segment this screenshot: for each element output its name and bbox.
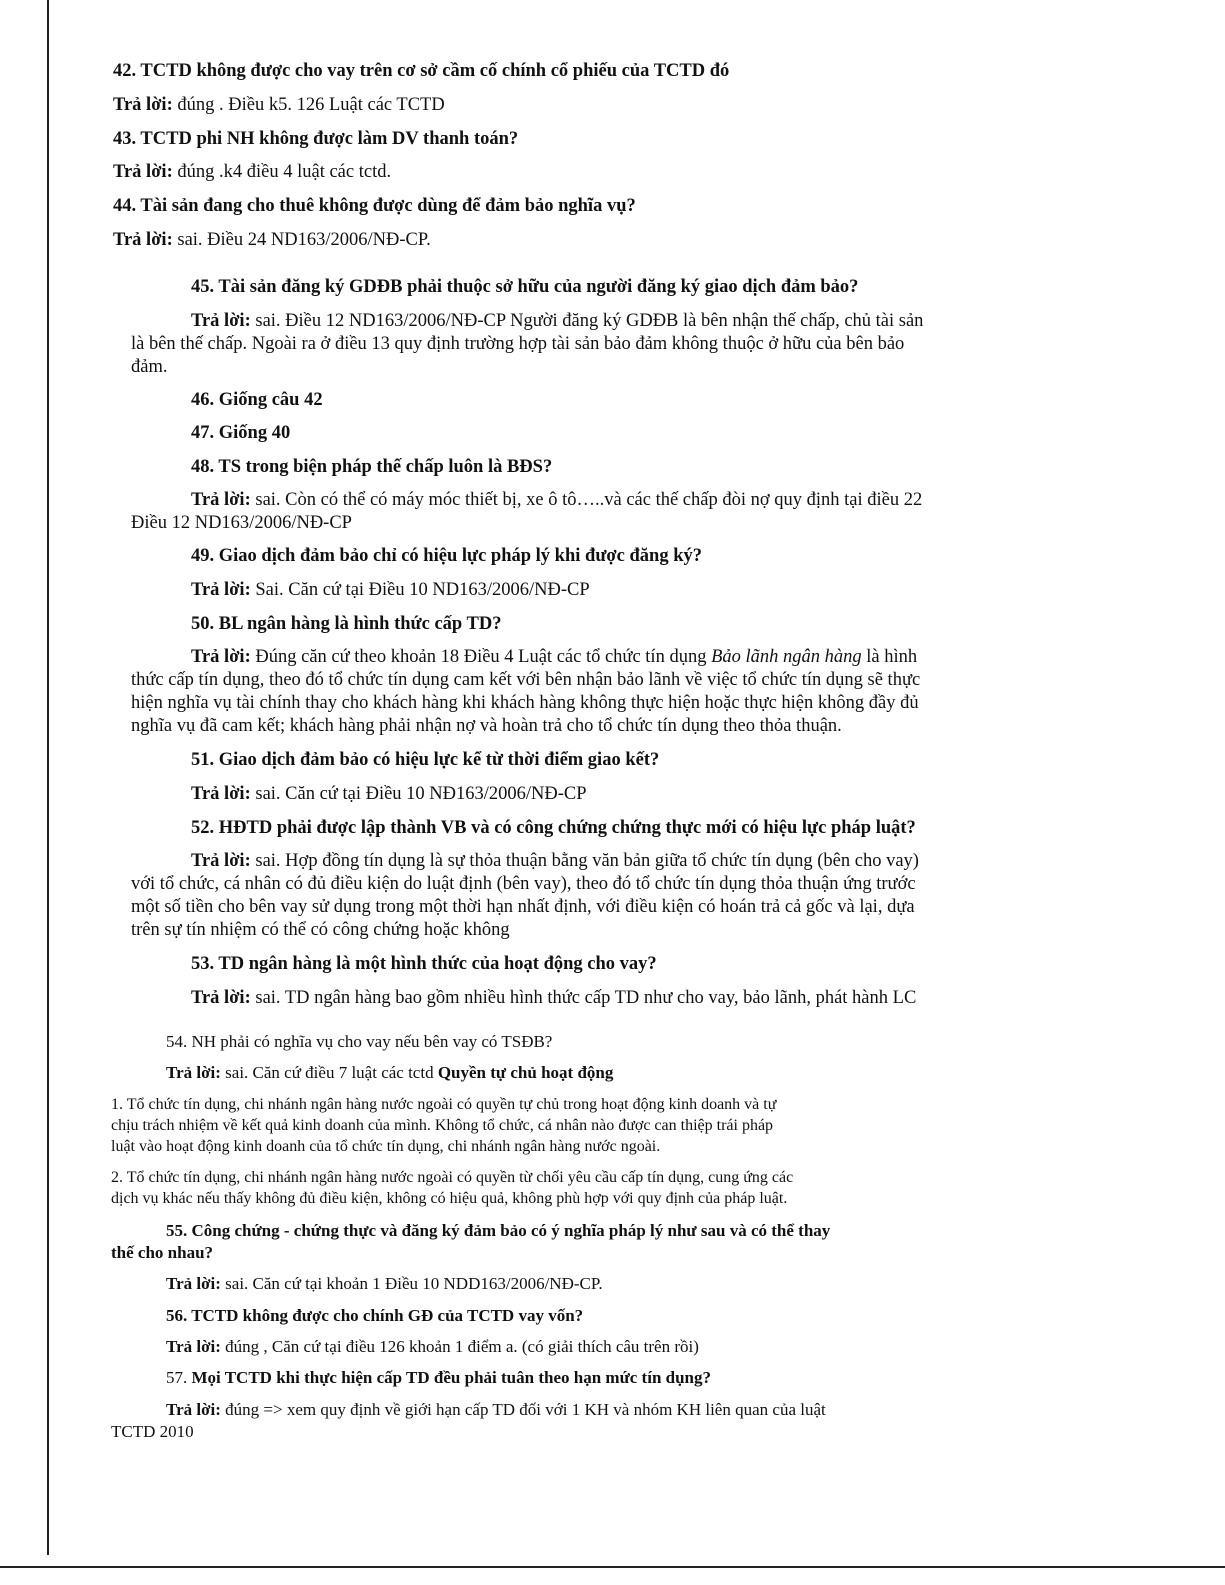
answer-53 bbox=[191, 987, 916, 1010]
question-42: 42. TCTD không được cho vay trên cơ sở cầm cố chính cổ phiếu của TCTD đó bbox=[113, 61, 730, 81]
answer-label: Trả lời: bbox=[191, 311, 251, 331]
question-53: 53. TD ngân hàng là một hình thức của hoạt động cho vay? bbox=[191, 954, 657, 974]
answer-line: sai. Điều 12 ND163/2006/NĐ-CP Người đăng ký GDĐB là bên nhận thế chấp, chủ tài sản bbox=[250, 311, 924, 331]
answer-line: TCTD 2010 bbox=[111, 1421, 194, 1441]
question-number: 57. bbox=[166, 1368, 188, 1387]
question-48: 48. TS trong biện pháp thế chấp luôn là BĐS? bbox=[191, 457, 553, 477]
answer-56 bbox=[166, 1336, 699, 1358]
answer-line: Điều 12 ND163/2006/NĐ-CP bbox=[131, 513, 352, 533]
answer-45 bbox=[131, 310, 993, 379]
answer-line: thức cấp tín dụng, theo đó tổ chức tín dụng cam kết với bên nhận bảo lãnh về việc tổ chức tín dụng sẽ thực bbox=[131, 670, 921, 690]
paragraph-line: luật vào hoạt động kinh doanh của tổ chức tín dụng, chi nhánh ngân hàng nước ngoài. bbox=[111, 1138, 661, 1155]
answer-line: sai. Còn có thể có máy móc thiết bị, xe ô tô…..và các thế chấp đòi nợ quy định tại điều 22 bbox=[250, 490, 923, 510]
answer-57 bbox=[111, 1399, 826, 1442]
question-52: 52. HĐTD phải được lập thành VB và có công chứng chứng thực mới có hiệu lực pháp luật? bbox=[191, 818, 916, 838]
page-bottom-border bbox=[0, 1566, 1225, 1568]
answer-text: là hình bbox=[861, 647, 918, 667]
paragraph-line: chịu trách nhiệm về kết quả kinh doanh của mình. Không tổ chức, cá nhân nào được can thiệp trái pháp bbox=[111, 1117, 774, 1134]
answer-text: đúng .k4 điều 4 luật các tctd. bbox=[172, 162, 392, 182]
answer-line: nghĩa vụ đã cam kết; khách hàng phải nhận nợ và hoàn trả cho tổ chức tín dụng theo thỏa thuận. bbox=[131, 716, 842, 736]
question-56: 56. TCTD không được cho chính GĐ của TCTD vay vốn? bbox=[166, 1306, 584, 1325]
paragraph-line: 1. Tổ chức tín dụng, chi nhánh ngân hàng nước ngoài có quyền tự chủ trong hoạt động kinh doanh và tự bbox=[111, 1096, 777, 1113]
page-left-border bbox=[47, 0, 49, 1555]
answer-label: Trả lời: bbox=[191, 580, 251, 600]
answer-line: trên sự tín nhiệm có thể có công chứng hoặc không bbox=[131, 920, 510, 940]
answer-label: Trả lời: bbox=[113, 230, 173, 250]
answer-line: sai. Hợp đồng tín dụng là sự thỏa thuận bằng văn bản giữa tổ chức tín dụng (bên cho vay) bbox=[250, 851, 919, 871]
question-text: Mọi TCTD khi thực hiện cấp TD đều phải tuân theo hạn mức tín dụng? bbox=[187, 1368, 712, 1387]
answer-text: sai. Điều 24 ND163/2006/NĐ-CP. bbox=[172, 230, 431, 250]
question-50: 50. BL ngân hàng là hình thức cấp TD? bbox=[191, 614, 502, 634]
question-45: 45. Tài sản đăng ký GDĐB phải thuộc sở hữu của người đăng ký giao dịch đảm bảo? bbox=[191, 277, 859, 297]
question-line: thế cho nhau? bbox=[111, 1242, 214, 1262]
answer-44 bbox=[113, 229, 431, 252]
answer-label: Trả lời: bbox=[191, 851, 251, 871]
answer-label: Trả lời: bbox=[191, 988, 251, 1008]
answer-text: sai. Căn cứ tại khoản 1 Điều 10 NDD163/2006/NĐ-CP. bbox=[220, 1274, 603, 1293]
answer-text: đúng . Điều k5. 126 Luật các TCTD bbox=[172, 95, 445, 115]
answer-text: Sai. Căn cứ tại Điều 10 ND163/2006/NĐ-CP bbox=[250, 580, 590, 600]
answer-text: sai. Căn cứ điều 7 luật các tctd bbox=[220, 1063, 438, 1082]
answer-label: Trả lời: bbox=[166, 1400, 221, 1419]
question-47: 47. Giống 40 bbox=[191, 423, 291, 443]
answer-label: Trả lời: bbox=[113, 95, 173, 115]
answer-label: Trả lời: bbox=[191, 647, 251, 667]
answer-line: đúng => xem quy định về giới hạn cấp TD đối với 1 KH và nhóm KH liên quan của luật bbox=[220, 1400, 826, 1419]
answer-bold-term: Quyền tự chủ hoạt động bbox=[437, 1063, 614, 1082]
answer-label: Trả lời: bbox=[166, 1063, 221, 1082]
answer-text: Đúng căn cứ theo khoản 18 Điều 4 Luật các tổ chức tín dụng bbox=[250, 647, 712, 667]
answer-42 bbox=[113, 94, 445, 117]
answer-label: Trả lời: bbox=[166, 1337, 221, 1356]
answer-55 bbox=[166, 1273, 603, 1295]
answer-label: Trả lời: bbox=[113, 162, 173, 182]
answer-54 bbox=[166, 1062, 613, 1084]
answer-text: sai. Căn cứ tại Điều 10 NĐ163/2006/NĐ-CP bbox=[250, 784, 587, 804]
question-51: 51. Giao dịch đảm bảo có hiệu lực kể từ thời điểm giao kết? bbox=[191, 750, 660, 770]
answer-50 bbox=[131, 646, 993, 738]
answer-label: Trả lời: bbox=[191, 784, 251, 804]
answer-italic-term: Bảo lãnh ngân hàng bbox=[711, 647, 862, 667]
answer-line: hiện nghĩa vụ tài chính thay cho khách hàng khi khách hàng không thực hiện hoặc thực hiện không đầy đủ bbox=[131, 693, 919, 713]
answer-49 bbox=[191, 579, 590, 602]
answer-line: một số tiền cho bên vay sử dụng trong một thời hạn nhất định, với điều kiện có hoán trả cả gốc và lại, dựa bbox=[131, 897, 915, 917]
paragraph-line: 2. Tổ chức tín dụng, chi nhánh ngân hàng nước ngoài có quyền từ chối yêu cầu cấp tín dụng, cung ứng các bbox=[111, 1169, 794, 1186]
question-54: 54. NH phải có nghĩa vụ cho vay nếu bên vay có TSĐB? bbox=[166, 1032, 553, 1051]
question-49: 49. Giao dịch đảm bảo chỉ có hiệu lực pháp lý khi được đăng ký? bbox=[191, 546, 702, 566]
answer-52 bbox=[131, 850, 993, 942]
question-line: 55. Công chứng - chứng thực và đăng ký đảm bảo có ý nghĩa pháp lý như sau và có thể thay bbox=[166, 1221, 831, 1240]
answer-line: là bên thế chấp. Ngoài ra ở điều 13 quy định trường hợp tài sản bảo đảm không thuộc ở hữu của bên bảo bbox=[131, 334, 905, 354]
question-55 bbox=[111, 1220, 830, 1263]
answer-54-paragraph-2 bbox=[111, 1167, 793, 1209]
answer-51 bbox=[191, 783, 587, 806]
question-46: 46. Giống câu 42 bbox=[191, 390, 323, 410]
question-57 bbox=[166, 1367, 711, 1389]
answer-text: đúng , Căn cứ tại điều 126 khoản 1 điểm a. (có giải thích câu trên rồi) bbox=[220, 1337, 699, 1356]
answer-48 bbox=[131, 489, 993, 535]
answer-line: với tổ chức, cá nhân có đủ điều kiện do luật định (bên vay), theo đó tổ chức tín dụng thỏa thuận ứng trước bbox=[131, 874, 916, 894]
answer-54-paragraph-1 bbox=[111, 1094, 776, 1157]
question-43: 43. TCTD phi NH không được làm DV thanh toán? bbox=[113, 129, 519, 149]
question-44: 44. Tài sản đang cho thuê không được dùng để đảm bảo nghĩa vụ? bbox=[113, 196, 636, 216]
answer-label: Trả lời: bbox=[191, 490, 251, 510]
answer-label: Trả lời: bbox=[166, 1274, 221, 1293]
answer-43 bbox=[113, 161, 391, 184]
answer-line: đảm. bbox=[131, 357, 168, 377]
answer-text: sai. TD ngân hàng bao gồm nhiều hình thức cấp TD như cho vay, bảo lãnh, phát hành LC bbox=[250, 988, 917, 1008]
paragraph-line: dịch vụ khác nếu thấy không đủ điều kiện, không có hiệu quả, không phù hợp với quy định của pháp luật. bbox=[111, 1190, 788, 1207]
